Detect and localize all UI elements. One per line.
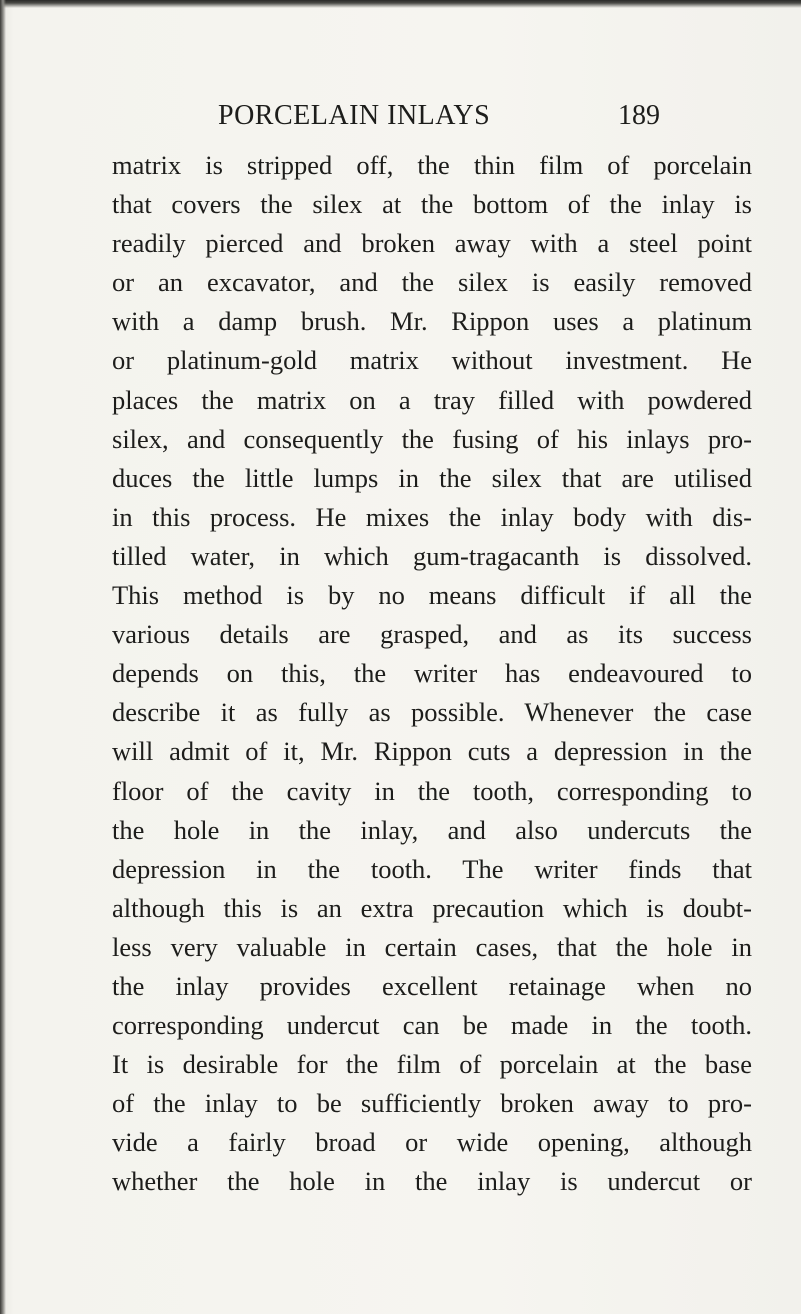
text-line: less very valuable in certain cases, that the hole in — [112, 931, 752, 962]
text-line: matrix is stripped off, the thin film of porcelain — [112, 150, 752, 180]
text-line: will admit of it, Mr. Rippon cuts a depression in the — [112, 736, 752, 767]
text-line: describe it as fully as possible. Whenever the case — [112, 697, 752, 728]
text-line: or an excavator, and the silex is easily removed — [112, 267, 752, 298]
text-line: depends on this, the writer has endeavoured to — [112, 658, 752, 689]
text-line: corresponding undercut can be made in the tooth. — [112, 1010, 752, 1041]
page-binding-edge — [0, 0, 6, 1314]
text-line: floor of the cavity in the tooth, corresponding to — [112, 775, 752, 806]
text-line: vide a fairly broad or wide opening, although — [112, 1127, 752, 1158]
running-head — [0, 100, 801, 140]
text-line: various details are grasped, and as its success — [112, 619, 752, 650]
text-line: duces the little lumps in the silex that are utilised — [112, 462, 752, 493]
text-line: This method is by no means difficult if all the — [112, 580, 752, 611]
text-line: whether the hole in the inlay is undercut or — [112, 1166, 752, 1197]
page-number: 189 — [618, 100, 660, 131]
text-line: although this is an extra precaution which is doubt- — [112, 892, 752, 923]
running-head-title: PORCELAIN INLAYS — [218, 100, 491, 131]
text-line: with a damp brush. Mr. Rippon uses a platinum — [112, 306, 752, 337]
text-line: in this process. He mixes the inlay body with dis- — [112, 501, 752, 532]
text-line: places the matrix on a tray filled with powdered — [112, 384, 752, 415]
text-line: It is desirable for the film of porcelain at the base — [112, 1049, 752, 1080]
text-line: readily pierced and broken away with a steel point — [112, 228, 752, 259]
text-line: tilled water, in which gum-tragacanth is dissolved. — [112, 540, 752, 571]
text-line: that covers the silex at the bottom of the inlay is — [112, 189, 752, 220]
text-line: of the inlay to be sufficiently broken away to pro- — [112, 1088, 752, 1119]
page-top-shadow — [0, 0, 801, 8]
body-text — [112, 146, 752, 1202]
text-line: depression in the tooth. The writer finds that — [112, 853, 752, 884]
text-line: silex, and consequently the fusing of his inlays pro- — [112, 423, 752, 454]
text-line: or platinum-gold matrix without investment. He — [112, 345, 752, 376]
text-line: the hole in the inlay, and also undercuts the — [112, 814, 752, 845]
text-line: the inlay provides excellent retainage when no — [112, 970, 752, 1001]
